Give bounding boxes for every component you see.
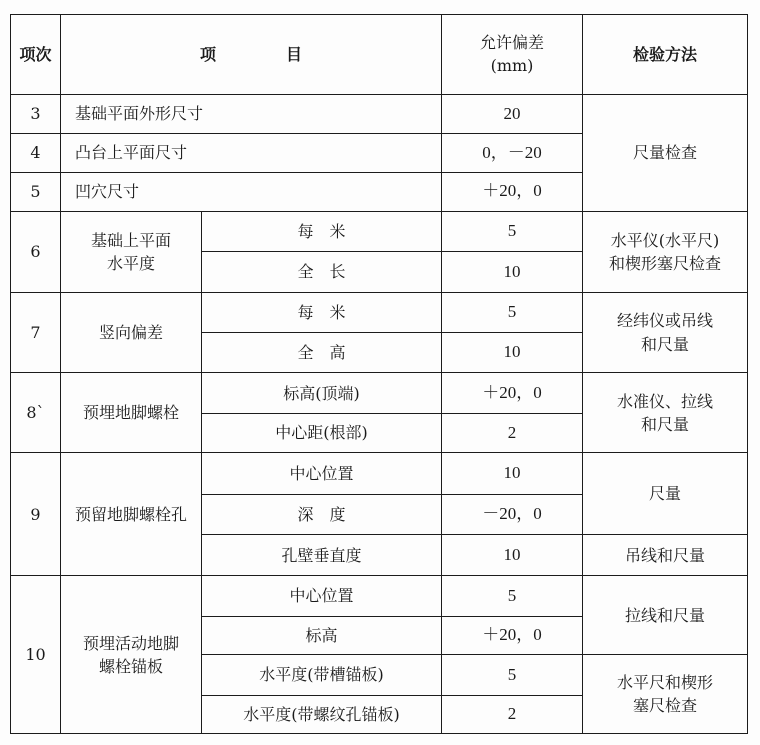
- row-method-line2: 和尺量: [640, 414, 689, 434]
- row-tolerance: 0，－20: [442, 134, 583, 172]
- row-method-line2: 和楔形塞尺检查: [608, 253, 721, 273]
- row-number: 6: [11, 211, 61, 292]
- row-tolerance: 5: [442, 655, 583, 695]
- row-method: 吊线和尺量: [583, 534, 748, 575]
- row-tolerance: 10: [442, 534, 583, 575]
- row-subitem: 中心位置: [202, 453, 442, 494]
- table-row: [11, 292, 748, 332]
- row-subitem: 每 米: [202, 211, 442, 251]
- row-item-line2: 螺栓锚板: [98, 656, 163, 676]
- row-tolerance: ＋20，0: [442, 373, 583, 413]
- row-method: 尺量: [583, 453, 748, 535]
- row-tolerance: 5: [442, 211, 583, 251]
- row-item-line2: 水平度: [106, 253, 155, 273]
- row-number: 7: [11, 292, 61, 373]
- row-method: [583, 292, 748, 373]
- row-method: 尺量检查: [583, 94, 748, 211]
- row-subitem: 每 米: [202, 292, 442, 332]
- header-method: 检验方法: [583, 15, 748, 95]
- row-item: 竖向偏差: [61, 292, 202, 373]
- row-method: [583, 211, 748, 292]
- row-number: 3: [11, 94, 61, 133]
- table-row: [11, 211, 748, 251]
- header-item-a: 项: [199, 44, 216, 64]
- header-item-b: 目: [286, 44, 303, 64]
- row-number: 8`: [11, 373, 61, 453]
- row-item: 凸台上平面尺寸: [61, 134, 442, 172]
- row-method-line1: 水平仪(水平尺): [610, 230, 720, 250]
- row-subitem: 中心距(根部): [202, 413, 442, 452]
- row-method: [583, 373, 748, 453]
- row-tolerance: －20，0: [442, 494, 583, 534]
- header-tolerance-label: 允许偏差: [479, 33, 544, 53]
- row-item: 基础平面外形尺寸: [61, 94, 442, 133]
- row-item-line1: 基础上平面: [90, 230, 171, 250]
- row-item-line1: 预埋活动地脚: [82, 633, 179, 653]
- header-item: [61, 15, 442, 95]
- table-row: [11, 453, 748, 494]
- row-subitem: 深 度: [202, 494, 442, 534]
- row-tolerance: 10: [442, 333, 583, 373]
- row-subitem: 全 长: [202, 252, 442, 292]
- row-item: [61, 211, 202, 292]
- row-number: 9: [11, 453, 61, 576]
- header-tolerance-unit: (mm): [490, 56, 534, 76]
- row-tolerance: 2: [442, 695, 583, 733]
- row-subitem: 中心位置: [202, 576, 442, 616]
- row-tolerance: 2: [442, 413, 583, 452]
- row-number: 5: [11, 172, 61, 211]
- row-method: [583, 655, 748, 734]
- row-method-line2: 塞尺检查: [632, 696, 697, 716]
- header-tolerance: [442, 15, 583, 95]
- table-row: [11, 373, 748, 413]
- row-item: 预埋地脚螺栓: [61, 373, 202, 453]
- row-number: 4: [11, 134, 61, 172]
- table-row: [11, 576, 748, 616]
- row-tolerance: 20: [442, 94, 583, 133]
- row-method: 拉线和尺量: [583, 576, 748, 655]
- row-item: [61, 576, 202, 734]
- table-row: [11, 94, 748, 133]
- row-subitem: 标高(顶端): [202, 373, 442, 413]
- row-method-line2: 和尺量: [640, 334, 689, 354]
- row-subitem: 标高: [202, 616, 442, 654]
- row-tolerance: 10: [442, 453, 583, 494]
- row-method-line1: 经纬仪或吊线: [616, 311, 713, 331]
- row-tolerance: ＋20，0: [442, 172, 583, 211]
- row-number: 10: [11, 576, 61, 734]
- row-method-line1: 水准仪、拉线: [616, 391, 713, 411]
- tolerance-table: [10, 14, 748, 734]
- header-row: [11, 15, 748, 95]
- row-subitem: 孔壁垂直度: [202, 534, 442, 575]
- row-subitem: 水平度(带槽锚板): [202, 655, 442, 695]
- row-tolerance: ＋20，0: [442, 616, 583, 654]
- row-item: 凹穴尺寸: [61, 172, 442, 211]
- row-subitem: 水平度(带螺纹孔锚板): [202, 695, 442, 733]
- row-tolerance: 10: [442, 252, 583, 292]
- row-subitem: 全 高: [202, 333, 442, 373]
- row-method-line1: 水平尺和楔形: [616, 672, 713, 692]
- header-index: 项次: [11, 15, 61, 95]
- row-tolerance: 5: [442, 292, 583, 332]
- row-item: 预留地脚螺栓孔: [61, 453, 202, 576]
- row-tolerance: 5: [442, 576, 583, 616]
